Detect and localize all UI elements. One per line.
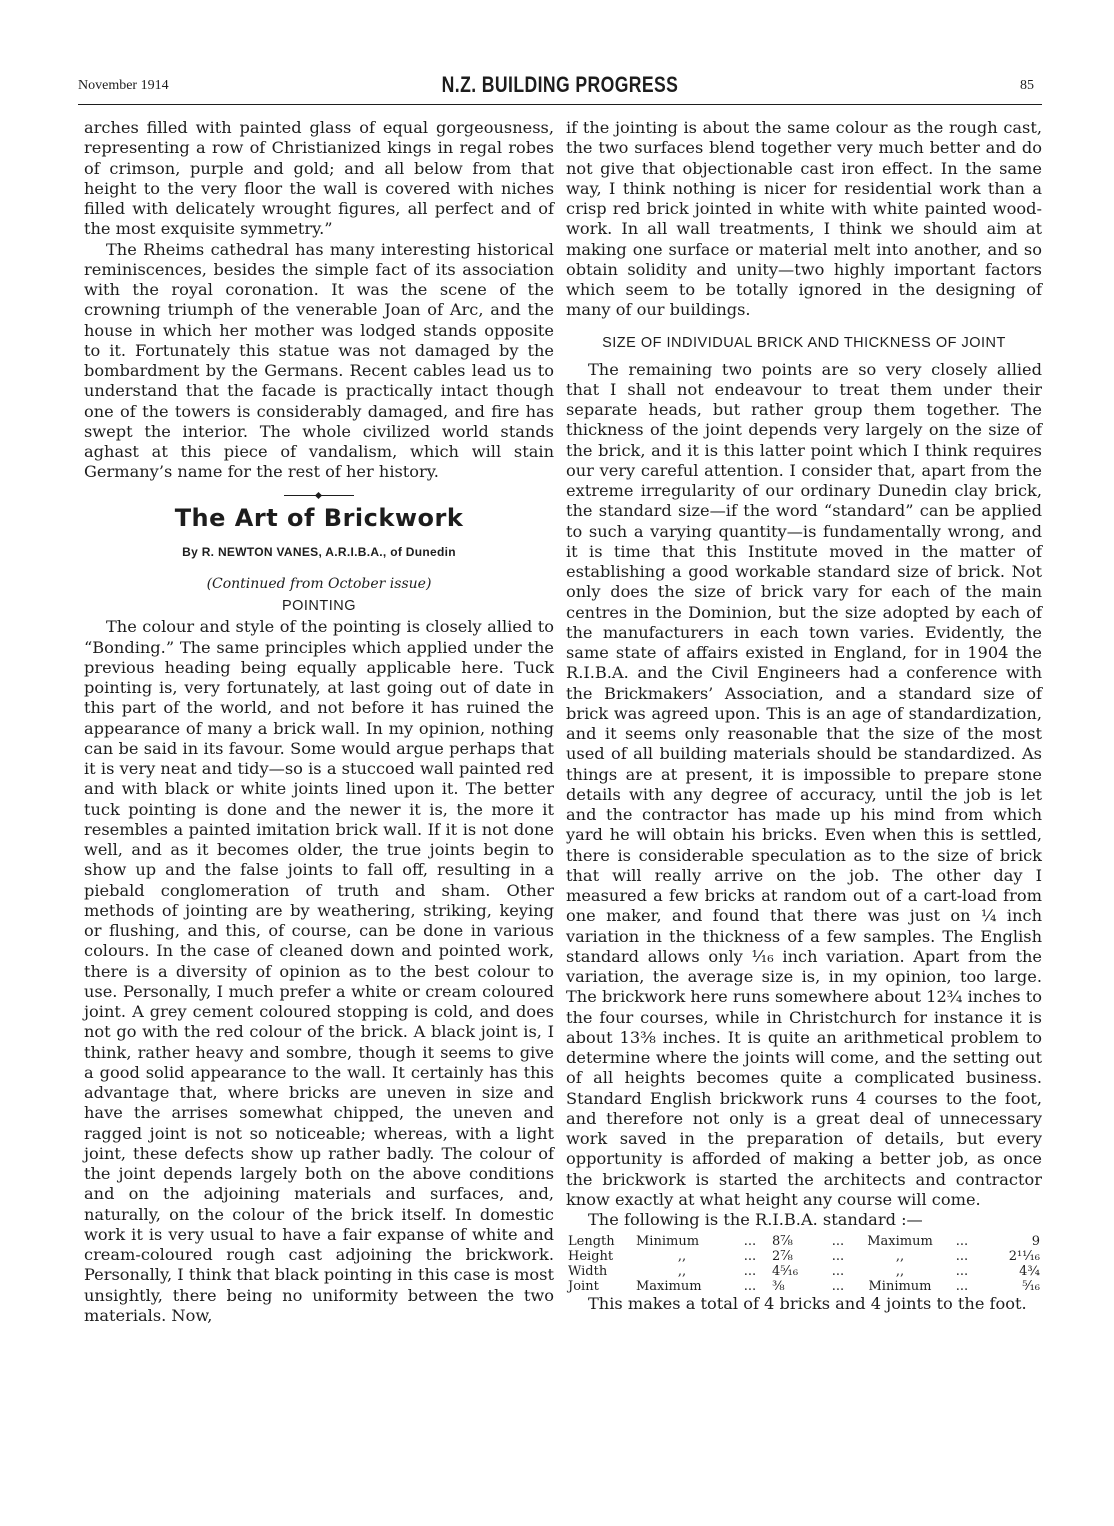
leader-dots: ...: [831, 1279, 845, 1295]
closing-paragraph: This makes a total of 4 bricks and 4 joints to the foot.: [588, 1294, 1027, 1314]
limit-label: Minimum: [868, 1279, 932, 1295]
section-divider: [284, 495, 354, 496]
section-heading-pointing: POINTING: [281, 598, 357, 615]
leader-dots: ...: [831, 1234, 845, 1250]
leader-dots: ...: [955, 1279, 969, 1295]
limit-label: ,,: [895, 1249, 905, 1265]
limit-value: 2¹¹⁄₁₆: [1008, 1249, 1040, 1265]
dimension-label: Length: [568, 1234, 615, 1250]
leader-dots: ...: [831, 1264, 845, 1280]
right-column: [566, 118, 1042, 1315]
table-row: [566, 1279, 1042, 1294]
limit-value: 4¾: [1019, 1264, 1040, 1280]
section-heading-brick-size: SIZE OF INDIVIDUAL BRICK AND THICKNESS OF JOINT: [602, 334, 1006, 351]
limit-label: Minimum: [636, 1234, 700, 1250]
rheims-paragraph: The Rheims cathedral has many interesting historical reminiscences, besides the simple fact of its association with the royal coronation. It was the scene of the crowning triumph of the venerable Joan of Arc, and the house in which her mother was lodged stands opposite to it. Fortunately this statue was not damaged by the bombardment by the Germans. Recent cables lead us to understand that the facade is practically intact though one of the towers is considerably damaged, and fire has swept the interior. The whole civilized world stands aghast at this piece of vandalism, which will stain Germany’s name for the rest of her history.: [84, 239, 554, 482]
table-row: [566, 1234, 1042, 1249]
table-row: [566, 1249, 1042, 1264]
leader-dots: ...: [743, 1279, 757, 1295]
leader-dots: ...: [743, 1264, 757, 1280]
limit-label: ,,: [677, 1264, 687, 1280]
article-title: The Art of Brickwork: [174, 503, 464, 532]
continuation-paragraph: if the jointing is about the same colour as the rough cast, the two surfaces blend together very much better and do not give that objectionable cast iron effect. In the same way, I think nothing is nicer for residential work than a crisp red brick jointed in white with white painted wood-work. In all wall treatments, I think we should aim at making one surface or material melt into another, and so obtain solidity and unity—two highly important factors which seem to be totally ignored in the designing of many of our buildings.: [566, 118, 1042, 320]
leader-dots: ...: [743, 1249, 757, 1265]
limit-value: ⅜: [772, 1279, 785, 1295]
limit-value: 8⅞: [772, 1234, 793, 1250]
intro-paragraph: arches filled with painted glass of equal gorgeousness, representing a row of Christianized kings in regal robes of crimson, purple and gold; and all below from that height to the very floor the wall is covered with niches filled with delicately wrought figures, all perfect and of the most exquisite symmetry.”: [84, 118, 554, 239]
leader-dots: ...: [831, 1249, 845, 1265]
pointing-paragraph: The colour and style of the pointing is closely allied to “Bonding.” The same principles which applied under the previous heading being equally applicable here. Tuck pointing is, very fortunately, at last going out of date in this part of the world, and not before it has ruined the appearance of many a brick wall. In my opinion, nothing can be said in its favour. Some would argue perhaps that it is very neat and tidy—so is a stuccoed wall painted red and with black or white joints lined upon it. The better tuck pointing is done and the newer it is, the more it resembles a painted imitation brick wall. If it is not done well, and as it becomes older, the true joints begin to show up and the false joints to fall off, resulting in a piebald conglomeration of truth and sham. Other methods of jointing are by weathering, striking, keying or flushing, and this, of course, can be done in various colours. In the case of cleaned down and pointed work, there is a diversity of opinion as to the best colour to use. Personally, I much prefer a white or cream coloured joint. A grey cement coloured stopping is cold, and does not go with the red colour of the brick. A black joint is, I think, rather heavy and sombre, though it seems to give a good solid appearance to the wall. It certainly has this advantage that, where bricks are uneven in size and have the arrises somewhat chipped, the uneven and ragged joint is not so noticeable; whereas, with a light joint, these defects show up rather badly. The colour of the joint depends largely both on the above conditions and on the adjoining materials and surfaces, and, naturally, on the colour of the brick itself. In domestic work it is very usual to have a fair expanse of white and cream-coloured rough cast adjoining the brickwork. Personally, I think that black pointing in this case is most unsightly, there being no uniformity between the two materials. Now,: [84, 617, 554, 1325]
limit-label: Maximum: [636, 1279, 702, 1295]
dimension-label: Height: [568, 1249, 614, 1265]
limit-value: 4⁵⁄₁₆: [772, 1264, 799, 1280]
limit-value: 2⅞: [772, 1249, 793, 1265]
publication-title: N.Z. BUILDING PROGRESS: [441, 72, 679, 97]
limit-value: 9: [1031, 1234, 1040, 1250]
issue-date: November 1914: [78, 78, 169, 93]
running-head: [78, 70, 1042, 104]
dimension-label: Joint: [568, 1279, 599, 1295]
leader-dots: ...: [955, 1264, 969, 1280]
limit-label: Maximum: [867, 1234, 933, 1250]
leader-dots: ...: [955, 1249, 969, 1265]
left-column: [84, 118, 554, 1326]
limit-label: ,,: [677, 1249, 687, 1265]
continued-note: (Continued from October issue): [206, 576, 432, 592]
brick-size-paragraph: The remaining two points are so very closely allied that I shall not endeavour to treat them under their separate heads, but rather group them together. The thickness of the joint depends very largely on the size of the brick, and it is this latter point which I think requires our very careful attention. I consider that, apart from the extreme irregularity of our ordinary Dunedin clay brick, the standard size—if the word “standard” can be applied to such a varying quantity—is fundamentally wrong, and it is time that this Institute moved in the matter of establishing a good workable standard size of brick. Not only does the size of brick vary for each of the main centres in the Dominion, but the size adopted by each of the manufacturers in each town varies. Evidently, the same state of affairs existed in England, for in 1904 the R.I.B.A. and the Civil Engineers had a conference with the Brickmakers’ Association, and a standard size of brick was agreed upon. This is an age of standardization, and it seems only reasonable that the size of the most used of all building materials should be standardized. As things are at present, it is impossible to prepare stone details with any degree of accuracy, until the job is let and the contractor has made up his mind from which yard he will obtain his bricks. Even when this is settled, there is considerable speculation as to the size of brick that will really arrive on the job. The other day I measured a few bricks at random out of a cart-load from one maker, and found that there was just on ¼ inch variation in the thickness of a few samples. The English standard allows only ¹⁄₁₆ inch variation. Apart from the variation, the average size is, in my opinion, too large. The brickwork here runs somewhere about 12¾ inches to the four courses, while in Christchurch for instance it is about 13⅜ inches. It is quite an arithmetical problem to determine where the joints will come, and the setting out of all heights becomes quite a complicated business. Standard English brickwork runs 4 courses to the foot, and therefore not only is a great deal of unnecessary work saved in the preparation of details, but every opportunity is afforded of making a better job, as once the brickwork is started the architects and contractor know exactly at what height any course will come.: [566, 359, 1042, 1209]
dimension-label: Width: [568, 1264, 608, 1280]
riba-standard-table: [566, 1234, 1042, 1294]
standard-intro: The following is the R.I.B.A. standard :—: [588, 1210, 923, 1229]
page-number: 85: [1020, 78, 1034, 93]
limit-value: ⁵⁄₁₆: [1022, 1279, 1040, 1295]
limit-label: ,,: [895, 1264, 905, 1280]
header-rule: [78, 104, 1042, 105]
leader-dots: ...: [743, 1234, 757, 1250]
leader-dots: ...: [955, 1234, 969, 1250]
table-row: [566, 1264, 1042, 1279]
article-byline: By R. NEWTON VANES, A.R.I.B.A., of Dunedin: [182, 544, 456, 559]
